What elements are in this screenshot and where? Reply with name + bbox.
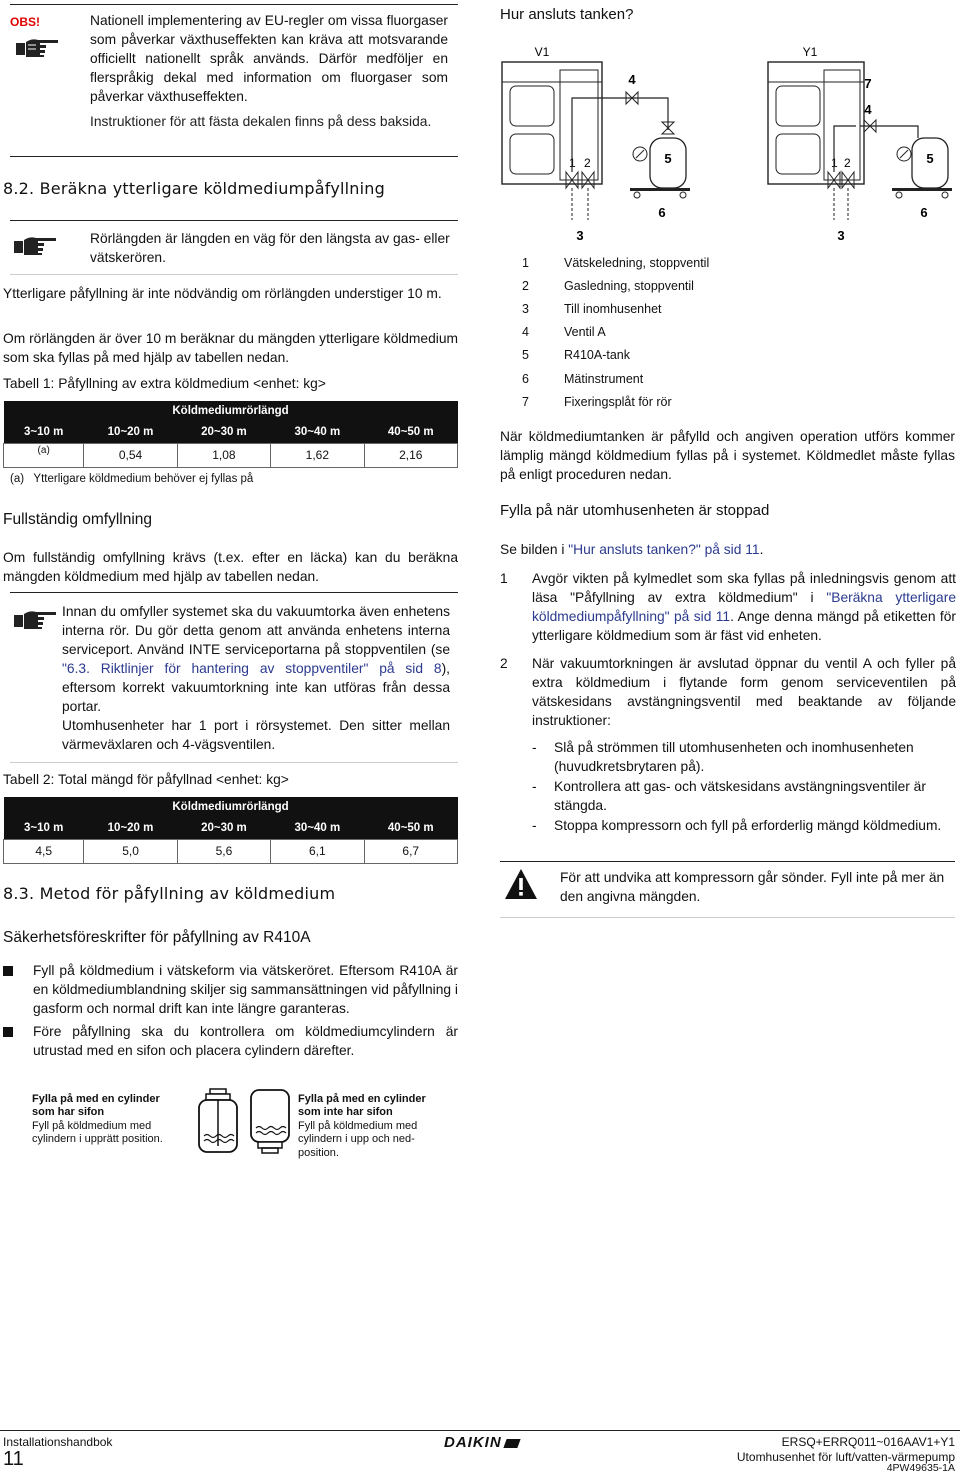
hand-note-icon [12, 606, 60, 638]
table1-col: 30~40 m [271, 423, 364, 443]
warning-text: För att undvika att kompressorn går sönder. Fyll inte på mer än den angivna mängden. [560, 870, 945, 905]
paragraph-calc: Om rörlängden är över 10 m beräknar du mängden ytterligare köldmedium som ska fyllas på med hjälp av tabellen nedan. [3, 331, 458, 366]
table2-cell: 6,1 [271, 839, 364, 863]
table1-cell: 2,16 [364, 443, 457, 467]
list-item [3, 1022, 458, 1060]
table1-cell: 1,08 [177, 443, 270, 467]
table1-header: Köldmediumrörlängd [4, 401, 458, 423]
bullet-square [3, 1027, 13, 1037]
footer-rule [0, 1430, 960, 1431]
safety-bullets [3, 961, 458, 1060]
list-item [3, 961, 458, 1018]
footer-code: 4PW49635-1A [886, 1462, 955, 1474]
table1 [3, 401, 458, 468]
step-1: 1 Avgör vikten på kylmedlet som ska fyllas på inledningsvis genom att läsa "Påfyllning av extra köldmedium" i "Beräkna ytterligare köldmediumpåfyllning" på sid 11. Ange denna mängd på etiketten för ytterligare köldmedium som är fäst vid enheten. [500, 571, 956, 644]
table1-cell: 0,54 [84, 443, 177, 467]
obs-text: Nationell implementering av EU-regler om vissa fluorgaser som påverkar växthuseffekten kan kräva att motsvarande officiellt nationellt språk används. Därför medföljer en flerspråkig dekal med information om fluorgaser som påverkar växthuseffekten. [90, 13, 448, 104]
right-paragraph: När köldmediumtanken är påfylld och angiven operation utförs kommer lämplig mängd köldmedium fyllas på i systemet. Köldmedlet måste fyllas på enligt proceduren nedan. [500, 429, 955, 483]
full-refill-paragraph: Om fullständig omfyllning krävs (t.ex. efter en läcka) kan du beräkna mängden köldmedium med hjälp av tabellen nedan. [3, 550, 458, 585]
table2-col: 10~20 m [84, 819, 177, 839]
steps [500, 569, 956, 836]
vacuum-note-port: Utomhusenheter har 1 port i rörsystemet. Den sitter mellan värmeväxlaren och 4-vägsventilen. [62, 718, 450, 753]
label-3: 3 [837, 228, 845, 243]
legend-item: 6 Mätinstrument [522, 372, 644, 386]
pipe-length-note: Rörlängden är längden en väg för den längsta av gas- eller vätskerören. [90, 231, 450, 266]
safety-heading: Säkerhetsföreskrifter för påfyllning av R410A [3, 929, 311, 946]
table2-col: 3~10 m [4, 819, 84, 839]
full-refill-heading: Fullständig omfyllning [3, 511, 153, 528]
dash-list [532, 738, 956, 835]
section-heading-8-3: 8.3. Metod för påfyllning av köldmedium [3, 884, 336, 903]
link-calc[interactable]: "Beräkna ytterligare köldmediumpåfyllning" på sid 11 [532, 590, 956, 625]
table1-col: 20~30 m [177, 423, 270, 443]
obs-text-2: Instruktioner för att fästa dekalen finns på dess baksida. [90, 114, 432, 129]
warning-bottom-rule [500, 917, 955, 918]
diagram-heading: Hur ansluts tanken? [500, 6, 634, 23]
cylinder-siphon-icon [196, 1088, 240, 1160]
table2 [3, 797, 458, 864]
label-2: 2 [844, 156, 851, 170]
note2-top-rule [10, 592, 458, 593]
table2-header: Köldmediumrörlängd [4, 797, 458, 819]
table2-caption: Tabell 2: Total mängd för påfyllnad <enhet: kg> [3, 772, 289, 787]
label-7: 7 [864, 76, 872, 91]
label-5: 5 [664, 151, 672, 166]
list-item: - Kontrollera att gas- och vätskesidans avstängningsventiler är stängda. [532, 777, 956, 815]
table2-col: 40~50 m [364, 819, 457, 839]
label-3: 3 [576, 228, 584, 243]
stopped-heading: Fylla på när utomhusenheten är stoppad [500, 502, 770, 519]
label-4: 4 [864, 102, 872, 117]
page-number: 11 [3, 1448, 24, 1470]
cylinder-no-siphon-text: Fylla på med en cylinder som inte har sifon Fyll på köldmedium med cylindern i upp och ned-position. [298, 1093, 426, 1159]
table2-cell: 4,5 [4, 839, 84, 863]
label-6: 6 [920, 205, 928, 220]
obs-top-rule [10, 4, 458, 5]
label-1: 1 [831, 156, 838, 170]
label-2: 2 [584, 156, 591, 170]
warning-triangle-icon [504, 868, 538, 906]
legend-item: 2 Gasledning, stoppventil [522, 279, 694, 293]
step-2: 2 När vakuumtorkningen är avslutad öppnar du ventil A och fyller på extra köldmedium i flytande form genom serviceventilen på vätskesidans avstängningsventil med beaktande av följande instruktioner: - Slå på strömmen till utomhusenheten och inomhusenheten (huvudkretsbrytaren på). - Kontrollera att gas- och vätskesidans avstängningsventiler är stängda. - Stoppa kompressorn och fyll på erforderlig mängd köldmedium. [500, 654, 956, 835]
section-heading-8-2: 8.2. Beräkna ytterligare köldmediumpåfyllning [3, 179, 385, 198]
cylinder-siphon-text: Fylla på med en cylinder som har sifon Fyll på köldmedium med cylindern i upprätt position. [32, 1093, 163, 1146]
table1-cell: 1,62 [271, 443, 364, 467]
label-1: 1 [569, 156, 576, 170]
unit-label-left: V1 [534, 45, 550, 59]
unit-label-right: Y1 [802, 45, 818, 59]
bullet-text: Före påfyllning ska du kontrollera om köldmediumcylindern är utrustad med en sifon och placera cylindern därefter. [33, 1024, 458, 1059]
footer-product: Utomhusenhet för luft/vatten-värmepump [736, 1450, 955, 1464]
table1-cell: (a) [4, 443, 84, 467]
obs-label: OBS! [10, 15, 40, 29]
legend-item: 1 Vätskeledning, stoppventil [522, 256, 710, 270]
legend-item: 3 Till inomhusenhet [522, 302, 662, 316]
cylinder-no-siphon-icon [248, 1088, 292, 1160]
table1-col: 3~10 m [4, 423, 84, 443]
note2-bottom-rule [10, 762, 458, 763]
connection-diagram [500, 30, 956, 258]
bullet-text: Fyll på köldmedium i vätskeform via vätskeröret. Eftersom R410A är en köldmediumblandning skiljer sig sammansättningen vid påfyllning i gasform och normal drift kan inte längre garanteras. [33, 963, 458, 1017]
see-figure: Se bilden i "Hur ansluts tanken?" på sid 11. [500, 542, 764, 557]
note-top-rule [10, 220, 458, 221]
label-6: 6 [658, 205, 666, 220]
table2-cell: 6,7 [364, 839, 457, 863]
bullet-square [3, 966, 13, 976]
table2-cell: 5,0 [84, 839, 177, 863]
legend-item: 4 Ventil A [522, 325, 606, 339]
link-stop-valves[interactable]: "6.3. Riktlinjer för hantering av stoppventiler" på sid 8 [62, 661, 442, 677]
table1-col: 40~50 m [364, 423, 457, 443]
vacuum-note: Innan du omfyller systemet ska du vakuumtorka även enhetens interna rör. Du gör detta genom att använda enhetens interna serviceport. Använd INTE serviceportarna på stoppventilen (se "6.3. Riktlinjer för hantering av stoppventiler" på sid 8), eftersom korrekt vakuumtorkning inte kan utföras från dessa portar. Utomhusenheter har 1 port i rörsystemet. Den sitter mellan värmeväxlaren och 4-vägsventilen. [62, 602, 450, 754]
obs-bottom-rule [10, 156, 458, 157]
link-diagram[interactable]: "Hur ansluts tanken?" på sid 11 [568, 542, 760, 557]
legend-item: 5 R410A-tank [522, 348, 631, 362]
paragraph-no-refill: Ytterligare påfyllning är inte nödvändig om rörlängden understiger 10 m. [3, 286, 442, 301]
legend-item: 7 Fixeringsplåt för rör [522, 395, 672, 409]
daikin-logo: DAIKIN [444, 1433, 519, 1454]
table2-cell: 5,6 [177, 839, 270, 863]
label-5: 5 [926, 151, 934, 166]
hand-note-icon [14, 34, 62, 66]
label-4: 4 [628, 72, 636, 87]
table1-col: 10~20 m [84, 423, 177, 443]
table2-col: 30~40 m [271, 819, 364, 839]
footer-model: ERSQ+ERRQ011~016AAV1+Y1 [781, 1435, 955, 1449]
table1-caption: Tabell 1: Påfyllning av extra köldmedium <enhet: kg> [3, 376, 326, 391]
warning-top-rule [500, 861, 955, 862]
list-item: - Stoppa kompressorn och fyll på erforderlig mängd köldmedium. [532, 816, 956, 835]
table1-footnote: (a) Ytterligare köldmedium behöver ej fyllas på [10, 473, 254, 485]
table2-col: 20~30 m [177, 819, 270, 839]
hand-note-icon [12, 232, 60, 264]
note-bottom-rule [10, 274, 458, 275]
footer-manual: Installationshandbok [3, 1435, 113, 1449]
list-item: - Slå på strömmen till utomhusenheten och inomhusenheten (huvudkretsbrytaren på). [532, 738, 956, 776]
